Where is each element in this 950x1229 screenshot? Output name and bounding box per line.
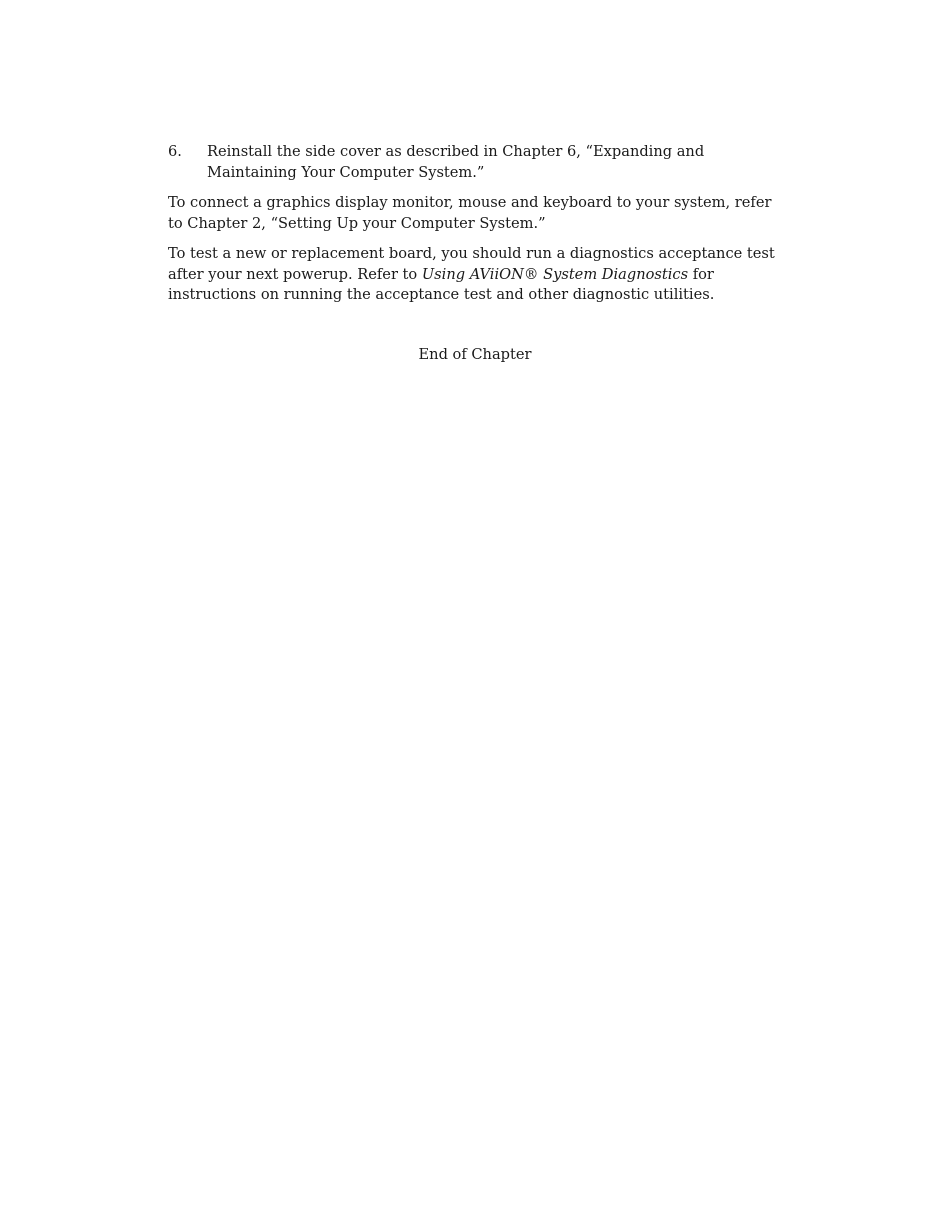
reference-title: Using AViiON® System Diagnostics — [421, 265, 689, 283]
step-text: Reinstall the side cover as described in Chapter 6, “Expanding and Maintaining Your Computer System.” — [207, 143, 705, 181]
end-of-chapter: End of Chapter — [418, 346, 532, 363]
paragraph-connect: To connect a graphics display monitor, mouse and keyboard to your system, refer to Chapter 2, “Setting Up your Computer System.” — [168, 194, 772, 232]
paragraph-test-after: for instructions on running the acceptance test and other diagnostic utilities. — [168, 265, 715, 303]
page-body — [168, 142, 780, 316]
paragraph-test-before: To test a new or replacement board, you should run a diagnostics acceptance test after your next powerup. Refer to — [168, 245, 775, 283]
paragraph-test — [168, 244, 780, 306]
step-number: 6. — [168, 143, 182, 160]
step-item — [168, 142, 780, 183]
